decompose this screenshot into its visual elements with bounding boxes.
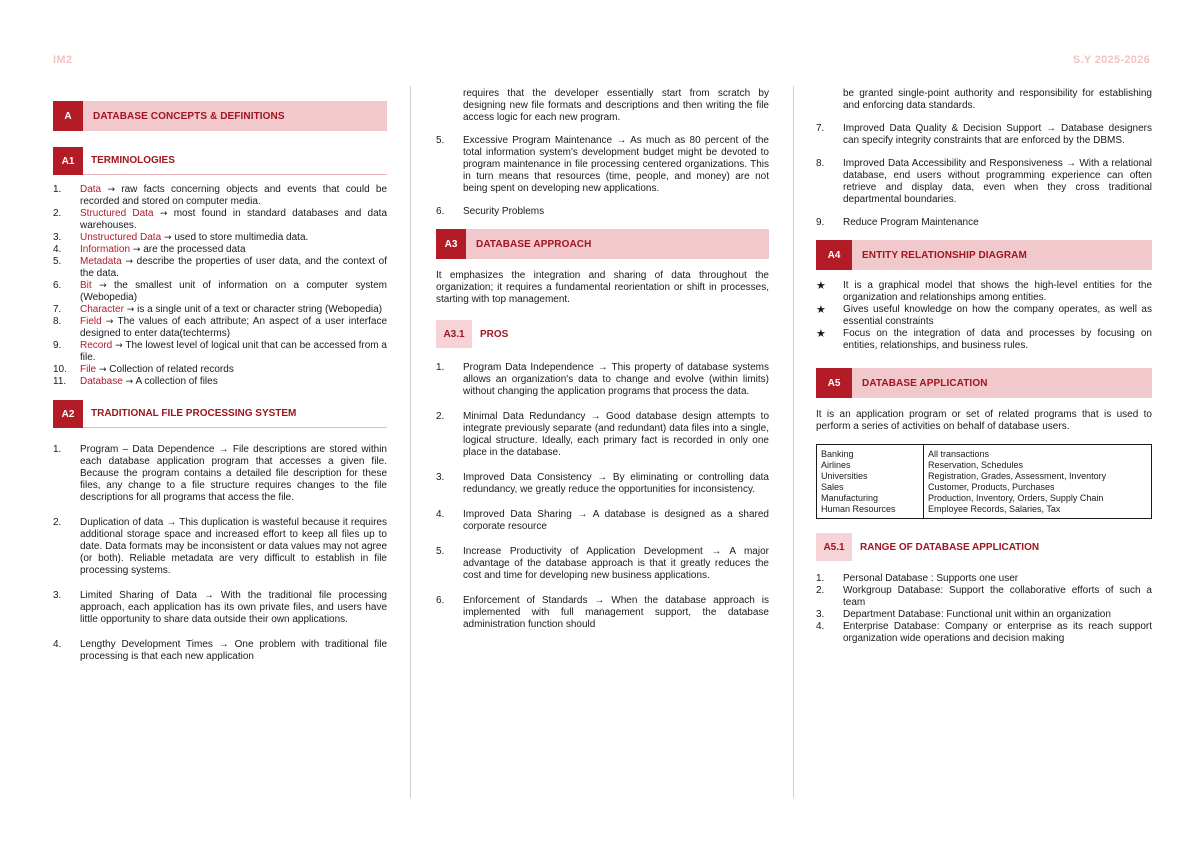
right-arrow-icon: → (101, 317, 114, 327)
list-item (816, 217, 1152, 229)
list-item (53, 232, 387, 244)
list-item (53, 256, 387, 280)
item-text: Workgroup Database: Support the collaborative efforts of such a team (843, 585, 1152, 608)
item-text (80, 208, 387, 232)
database-application-description: It is an application program or set of related programs that is used to perform a series of activities on behalf of database users. (816, 409, 1152, 432)
list-item (53, 340, 387, 364)
item-number: 4. (436, 509, 445, 520)
list-item (53, 590, 387, 626)
item-number: 3. (436, 472, 445, 483)
item-number: 4. (816, 621, 825, 632)
section-title: DATABASE CONCEPTS & DEFINITIONS (83, 101, 387, 131)
item-text (80, 304, 387, 316)
list-item (53, 304, 387, 316)
item-text (80, 376, 387, 388)
item-text: be granted single-point authority and responsibility for establishing and enforcing data standards. (843, 88, 1152, 111)
example-cell: All transactions (928, 449, 990, 459)
term-definition: The lowest level of logical unit that can be accessed from a file. (80, 340, 387, 363)
term-definition: Collection of related records (106, 364, 234, 375)
item-number: 2. (53, 208, 62, 219)
subsection-code: A1 (53, 147, 83, 175)
section-code: A5 (816, 368, 852, 398)
term-label: Information (80, 244, 131, 255)
list-item (816, 585, 1152, 609)
example-cell: Reservation, Schedules (928, 460, 1024, 470)
item-text (80, 364, 387, 376)
subsection-title: TRADITIONAL FILE PROCESSING SYSTEM (83, 400, 387, 428)
file-processing-list-continued (436, 88, 769, 218)
list-item (816, 609, 1152, 621)
category-cell: Banking (821, 449, 854, 459)
item-number: 1. (53, 184, 62, 195)
section-code: A (53, 101, 83, 131)
list-item (53, 184, 387, 208)
section-a-header (53, 101, 387, 131)
item-text (80, 244, 387, 256)
erd-bullet-list (816, 280, 1152, 352)
item-text: Reduce Program Maintenance (843, 217, 979, 228)
item-text (80, 256, 387, 280)
subsection-code: A3.1 (436, 320, 472, 348)
item-text: Department Database: Functional unit within an organization (843, 609, 1111, 620)
item-text: Security Problems (463, 206, 545, 217)
item-number: 5. (53, 256, 62, 267)
list-item (816, 123, 1152, 147)
list-item (53, 280, 387, 304)
list-item (436, 135, 769, 195)
column-3 (816, 86, 1152, 645)
term-definition: is a single unit of a text or character string (Webopedia) (134, 304, 383, 315)
item-number: 1. (436, 362, 445, 373)
database-approach-description: It emphasizes the integration and sharing of data throughout the organization; it requires a fundamental reorientation or shift in processes, starting with top management. (436, 270, 769, 305)
item-text (80, 340, 387, 364)
list-item (436, 411, 769, 459)
right-arrow-icon: → (91, 281, 107, 291)
term-definition: A collection of files (133, 376, 218, 387)
term-label: Metadata (80, 256, 122, 267)
item-number (816, 88, 843, 112)
page-header-right: S.Y 2025-2026 (1072, 54, 1150, 66)
subsection-title: PROS (480, 328, 509, 340)
list-item (816, 304, 1152, 328)
list-item (53, 208, 387, 232)
list-item (816, 158, 1152, 206)
item-text: Enterprise Database: Company or enterprise as its reach support organization wide operations and decision making (843, 621, 1152, 644)
term-definition: The values of each attribute; An aspect of a user interface designed to enter data(techterms) (80, 316, 388, 339)
example-cell: Employee Records, Salaries, Tax (928, 504, 1061, 514)
category-cell: Airlines (821, 460, 851, 470)
item-number: 10. (53, 364, 67, 375)
item-text: Excessive Program Maintenance → As much as 80 percent of the total information system's development budget might be devoted to program maintenance in file processing centered organizations. This in turn means that resources (time, people, and money) are not being spent on developing new applications. (463, 135, 769, 194)
right-arrow-icon: → (101, 185, 116, 195)
item-number: 6. (53, 280, 62, 291)
item-text: Focus on the integration of data and processes by focusing on entities, relationships, and business rules. (843, 328, 1152, 351)
list-item (53, 376, 387, 388)
term-label: Bit (80, 280, 92, 291)
item-text: Program – Data Dependence → File descriptions are stored within each database application program that accesses a given file. Because the program contains a detailed file description for these files, any change to a file structure requires changes to the file descriptions for all programs that access the file. (80, 444, 387, 503)
term-label: File (80, 364, 97, 375)
item-text: Lengthy Development Times → One problem with traditional file processing is that each new application (80, 639, 387, 662)
term-definition: most found in standard databases and data warehouses. (80, 208, 388, 231)
item-number: 3. (816, 609, 825, 620)
right-arrow-icon: → (112, 341, 123, 351)
subsection-title: TERMINOLOGIES (83, 147, 387, 175)
section-title: DATABASE APPLICATION (852, 368, 1152, 398)
section-title: DATABASE APPROACH (466, 229, 769, 259)
category-cell: Sales (821, 482, 844, 492)
list-item (53, 444, 387, 504)
subsection-code: A5.1 (816, 533, 852, 561)
example-column (924, 445, 1152, 519)
item-text (80, 232, 387, 244)
subsection-code: A2 (53, 400, 83, 428)
item-number: 9. (53, 340, 62, 351)
item-text: Duplication of data → This duplication is wasteful because it requires additional storage space and increased effort to keep all files up to date. Data formats may be inconsistent or data values may not agree (or both). Reliable metadata are very difficult to establish in file processing systems. (80, 517, 387, 576)
item-number: 6. (436, 595, 445, 606)
list-item (816, 573, 1152, 585)
section-code: A3 (436, 229, 466, 259)
list-item (436, 546, 769, 582)
right-arrow-icon: → (161, 233, 172, 243)
page-header-left: IM2 (53, 54, 73, 66)
item-text: requires that the developer essentially start from scratch by designing new file formats and descriptions and then writing the file access logic for each new program. (463, 88, 769, 123)
star-icon: ★ (816, 280, 826, 292)
item-number: 11. (53, 376, 67, 387)
right-arrow-icon: → (96, 365, 107, 375)
item-text: It is a graphical model that shows the high-level entities for the organization and relationships among entities. (843, 280, 1152, 303)
terminology-list (53, 184, 387, 388)
pros-list (436, 362, 769, 631)
list-item (816, 280, 1152, 304)
term-label: Database (80, 376, 123, 387)
term-label: Unstructured Data (80, 232, 162, 243)
subsection-a51-header (816, 533, 1152, 561)
example-cell: Registration, Grades, Assessment, Inventory (928, 471, 1107, 481)
list-item (816, 88, 1152, 112)
term-definition: used to store multimedia data. (171, 232, 309, 243)
item-text: Personal Database : Supports one user (843, 573, 1019, 584)
list-item (816, 328, 1152, 352)
item-number: 8. (53, 316, 62, 327)
category-cell: Human Resources (821, 504, 896, 514)
term-definition: the smallest unit of information on a computer system (Webopedia) (80, 280, 387, 303)
item-number: 7. (53, 304, 62, 315)
item-number: 3. (53, 590, 62, 601)
term-label: Record (80, 340, 113, 351)
item-number: 6. (436, 206, 445, 217)
star-icon: ★ (816, 304, 826, 316)
right-arrow-icon: → (153, 209, 168, 219)
subsection-title: RANGE OF DATABASE APPLICATION (860, 541, 1040, 553)
item-number: 2. (53, 517, 62, 528)
item-text: Improved Data Consistency → By eliminating or controlling data redundancy, we greatly reduce the opportunities for inconsistency. (463, 472, 769, 495)
list-item (436, 206, 769, 218)
item-number: 7. (816, 123, 825, 134)
example-cell: Customer, Products, Purchases (928, 482, 1055, 492)
list-item (436, 472, 769, 496)
right-arrow-icon: → (123, 305, 135, 315)
item-number: 5. (436, 546, 445, 557)
item-text (80, 184, 387, 208)
item-text: Program Data Independence → This property of database systems allows an organization's data to change and evolve (within limits) without changing the application programs that process the data. (463, 362, 769, 397)
subsection-a5-header (816, 368, 1152, 398)
item-text: Minimal Data Redundancy → Good database design attempts to integrate previously separate (and redundant) data files into a single, logical structure. Ideally, each primary fact is recorded in only one place in the database. (463, 411, 769, 458)
star-icon: ★ (816, 328, 826, 340)
list-item (53, 364, 387, 376)
item-text: Improved Data Quality & Decision Support → Database designers can specify integrity constraints that are enforced by the DBMS. (843, 123, 1152, 146)
item-text (80, 316, 387, 340)
item-text (80, 280, 387, 304)
subsection-a4-header (816, 240, 1152, 270)
item-number: 2. (436, 411, 445, 422)
subsection-a3-header (436, 229, 769, 259)
list-item (816, 621, 1152, 645)
item-text: Increase Productivity of Application Development → A major advantage of the database approach is that it greatly reduces the cost and time for developing new business applications. (463, 546, 769, 581)
right-arrow-icon: → (130, 245, 141, 255)
item-number: 4. (53, 244, 62, 255)
list-item (53, 639, 387, 663)
range-list (816, 573, 1152, 645)
item-number (436, 88, 463, 124)
item-number: 3. (53, 232, 62, 243)
column-2 (436, 86, 769, 644)
category-column (817, 445, 924, 519)
item-number: 8. (816, 158, 825, 169)
item-text: Improved Data Sharing → A database is designed as a shared corporate resource (463, 509, 769, 532)
list-item (436, 509, 769, 533)
item-number: 5. (436, 135, 445, 146)
category-cell: Manufacturing (821, 493, 879, 503)
right-arrow-icon: → (121, 257, 133, 267)
term-definition: are the processed data (140, 244, 246, 255)
list-item (53, 316, 387, 340)
term-definition: describe the properties of user data, and the context of the data. (80, 256, 388, 279)
item-number: 9. (816, 217, 825, 228)
term-label: Structured Data (80, 208, 154, 219)
list-item (436, 362, 769, 398)
file-processing-list (53, 444, 387, 663)
item-text: Gives useful knowledge on how the company operates, as well as essential constraints (843, 304, 1152, 327)
term-definition: raw facts concerning objects and events that could be recorded and stored on computer media. (80, 184, 388, 207)
item-number: 2. (816, 585, 825, 596)
item-number: 1. (53, 444, 62, 455)
subsection-a2-header (53, 400, 387, 428)
item-text: Enforcement of Standards → When the database approach is implemented with full management support, the database administration function should (463, 595, 769, 630)
list-item (53, 244, 387, 256)
item-text: Improved Data Accessibility and Responsiveness → With a relational database, end users without programming experience can often retrieve and display data, even when they cross traditional departmental boundaries. (843, 158, 1152, 205)
example-cell: Production, Inventory, Orders, Supply Chain (928, 493, 1104, 503)
item-text: Limited Sharing of Data → With the traditional file processing approach, each application has its own private files, and users have little opportunity to share data outside their own applications. (80, 590, 387, 625)
subsection-a31-header (436, 320, 769, 348)
list-item (53, 517, 387, 577)
item-number: 4. (53, 639, 62, 650)
column-divider (793, 86, 794, 798)
subsection-a1-header (53, 147, 387, 175)
category-cell: Universities (821, 471, 868, 481)
list-item (436, 88, 769, 124)
term-label: Data (80, 184, 102, 195)
list-item (436, 595, 769, 631)
section-title: ENTITY RELATIONSHIP DIAGRAM (852, 240, 1152, 270)
table-row (817, 445, 1152, 519)
right-arrow-icon: → (122, 377, 134, 387)
column-divider (410, 86, 411, 798)
item-number: 1. (816, 573, 825, 584)
section-code: A4 (816, 240, 852, 270)
column-1 (53, 86, 387, 676)
term-label: Field (80, 316, 102, 327)
term-label: Character (80, 304, 124, 315)
pros-list-continued (816, 88, 1152, 229)
database-application-table (816, 444, 1152, 519)
